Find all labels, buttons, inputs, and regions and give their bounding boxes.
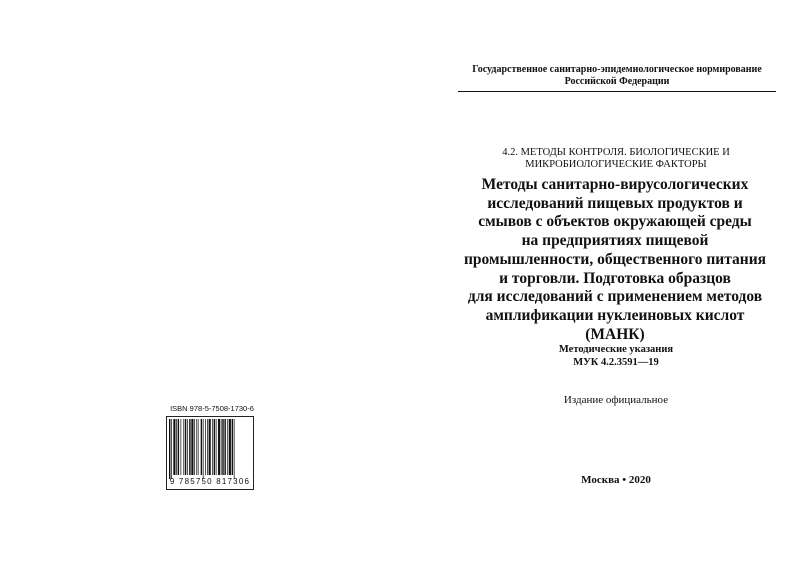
edition-label: Издание официальное [563, 394, 669, 406]
section-heading [470, 147, 762, 171]
title-line: на предприятиях пищевой [521, 232, 709, 250]
title-line: исследований пищевых продуктов и [487, 194, 743, 212]
title-line: промышленности, общественного питания [463, 250, 767, 268]
publisher-header-line-2: Российской Федерации [564, 76, 670, 87]
section-heading-line-1: 4.2. МЕТОДЫ КОНТРОЛЯ. БИОЛОГИЧЕСКИЕ И [502, 147, 730, 158]
document-type-label: Методические указания [558, 344, 674, 355]
title-line: амплификации нуклеиновых кислот [485, 306, 745, 324]
publisher-header [458, 64, 776, 88]
isbn-text: ISBN 978-5-7508-1730-6 [170, 404, 254, 413]
title-line: для исследований с применением методов [467, 288, 763, 306]
document-title [452, 176, 778, 344]
imprint-city-year: Москва • 2020 [581, 474, 651, 486]
title-line: смывов с объектов окружающей среды [478, 213, 752, 231]
title-line: (МАНК) [585, 325, 645, 343]
document-type [470, 343, 762, 369]
publisher-header-line-1: Государственное санитарно-эпидемиологическое нормирование [472, 64, 762, 75]
title-line: Методы санитарно-вирусологических [481, 176, 749, 193]
title-line: и торговли. Подготовка образцов [499, 269, 731, 287]
header-divider [458, 91, 776, 92]
barcode-digits: 9 785750 817306 [169, 477, 251, 486]
section-heading-line-2: МИКРОБИОЛОГИЧЕСКИЕ ФАКТОРЫ [525, 159, 707, 170]
document-code: МУК 4.2.3591—19 [573, 357, 659, 368]
